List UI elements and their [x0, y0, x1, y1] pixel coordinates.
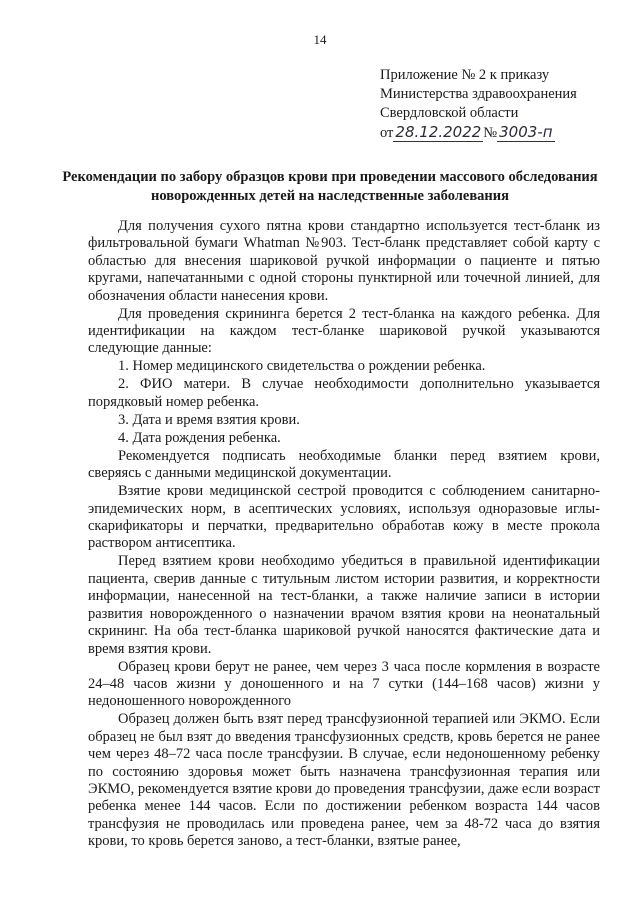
paragraph-blood-sampling: Взятие крови медицинской сестрой проводится с соблюдением санитарно-эпидемических норм, в асептических условиях, используя одноразовые иглы-скарификаторы и перчатки, предварительно обработав кожу в месте прокола раствором антисептика. [88, 483, 600, 552]
appendix-line-3: Свердловской области [380, 105, 519, 121]
number-label: № [483, 125, 498, 141]
handwritten-date: 28.12.2022 [395, 123, 482, 141]
paragraph-sample-timing: Образец крови берут не ранее, чем через 3 часа после кормления в возрасте 24–48 часов жизни у доношенного и на 7 сутки (144–168 часов) жизни у недоношенного новорожденного [88, 658, 600, 710]
appendix-line-2: Министерства здравоохранения [380, 86, 577, 102]
document-title: Рекомендации по забору образцов крови при проведении массового обследования новорожденных детей на наследственные заболевания [62, 169, 598, 204]
appendix-header [380, 66, 620, 143]
paragraph-transfusion: Образец должен быть взят перед трансфузионной терапией или ЭКМО. Если образец не был взят до введения трансфузионных средств, кровь берется не ранее чем через 48–72 часа после трансфузии. В случае, если недоношенному ребенку по состоянию здоровья может быть назначена трансфузионная терапия или ЭКМО, рекомендуется взятие крови до проведения трансфузии, даже если возраст ребенка менее 144 часов. Если по достижении ребенком возраста 144 часов трансфузия не проводилась или проведена ранее, чем за 48-72 часа до взятия крови, то кровь берется заново, а тест-бланки, взятые ранее, [88, 711, 600, 850]
paragraph-identification: Перед взятием крови необходимо убедиться в правильной идентификации пациента, сверив данные с титульным листом истории развития, и корректности информации, нанесенной на тест-бланки, а также наличие записи в истории развития новорожденного о назначении врачом взятия крови на неонатальный скрининг. На оба тест-бланка шариковой ручкой наносятся фактические дата и время взятия крови. [88, 553, 600, 657]
appendix-order-line [380, 123, 620, 143]
appendix-line-1: Приложение № 2 к приказу [380, 67, 550, 83]
list-item: 2. ФИО матери. В случае необходимости дополнительно указывается порядковый номер ребенка. [88, 376, 600, 410]
list-item: 4. Дата рождения ребенка. [118, 429, 281, 446]
page-number: 14 [313, 32, 327, 47]
list-item: 3. Дата и время взятия крови. [118, 411, 300, 428]
handwritten-order-number: 3003-п [499, 123, 553, 141]
document-body [88, 218, 600, 851]
paragraph-test-form: Для получения сухого пятна крови стандартно используется тест-бланк из фильтровальной бумаги Whatman №903. Тест-бланк представляет собой карту с областью для внесения шариковой ручкой информации о пациенте и пятью кругами, напечатанными с одной стороны пунктирной или точечной линией, для обозначения области нанесения крови. [88, 218, 600, 304]
from-label: от [380, 125, 394, 141]
paragraph-sign-forms: Рекомендуется подписать необходимые бланки перед взятием крови, сверяясь с данными медицинской документации. [88, 447, 600, 482]
list-item: 1. Номер медицинского свидетельства о рождении ребенка. [118, 358, 486, 375]
paragraph-screening-forms: Для проведения скрининга берется 2 тест-бланка на каждого ребенка. Для идентификации на каждом тест-бланке шариковой ручкой указываются следующие данные: [88, 305, 600, 357]
